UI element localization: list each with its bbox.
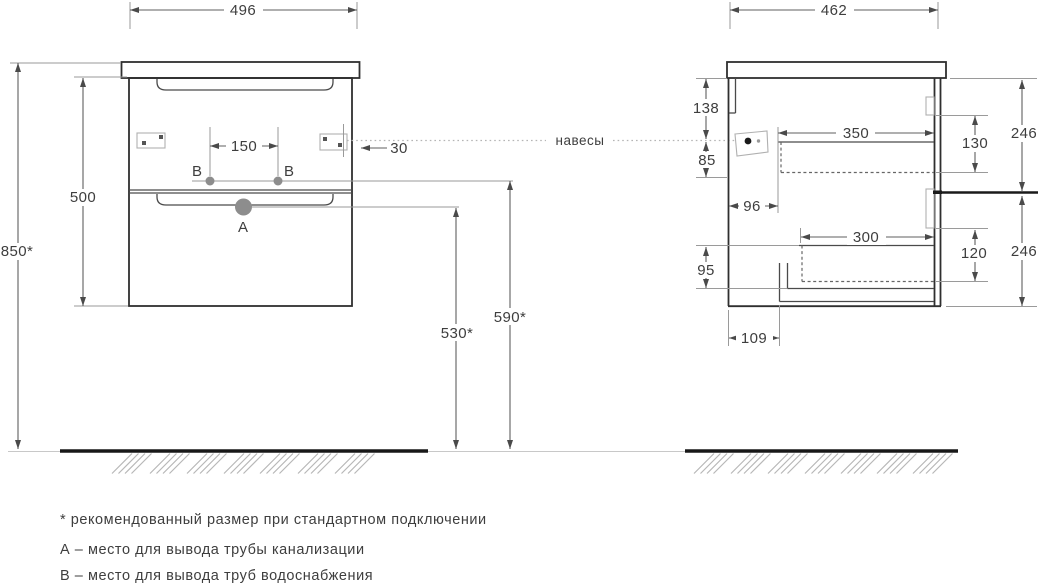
drawer-rail-bottom [926, 189, 934, 228]
ground [8, 451, 958, 474]
cabinet-body-front [129, 78, 352, 306]
hinge-plate-right-icon [320, 134, 347, 150]
dim-pipe-inset-label: 109 [740, 330, 768, 347]
front-cabinet-outline [122, 62, 360, 306]
point-a [235, 199, 252, 216]
dim-drain-height-530 [436, 208, 477, 449]
ground-hatching [112, 454, 953, 474]
countertop-front [122, 62, 360, 78]
dim-body-height-500 [64, 77, 128, 306]
dim-pipe-spacing-150 [210, 127, 278, 176]
hinge-side-icon [735, 131, 768, 156]
legend-note-a: А – место для вывода трубы канализации [60, 542, 365, 558]
hinge-plate-left-icon [137, 133, 165, 148]
dim-front1-height-label: 246 [1010, 125, 1038, 142]
dim-above-pipe-label: 95 [697, 262, 715, 279]
countertop-side [727, 62, 946, 78]
dim-total-height-850 [0, 63, 121, 449]
dim-hinge-from-top-138 [687, 79, 727, 140]
point-a-label: А [237, 219, 249, 236]
drain-pipe [780, 263, 935, 302]
dim-supply-height-590 [489, 181, 531, 449]
dim-drawer1-width-350 [778, 125, 934, 142]
dim-drawer2-width-label: 300 [852, 229, 880, 246]
dim-below-hinge-85 [693, 142, 727, 178]
point-b-right [274, 177, 283, 186]
dim-drawer2-width-300 [801, 228, 935, 246]
dim-depth-462 [730, 2, 938, 29]
dim-front-inset-label: 96 [743, 198, 761, 215]
dim-drain-height-label: 530* [440, 325, 474, 342]
legend [60, 512, 487, 584]
legend-note-recommended: * рекомендованный размер при стандартном подключении [60, 512, 487, 528]
dim-drawer2-height-label: 120 [960, 245, 988, 262]
dim-front2-height-label: 246 [1010, 243, 1038, 260]
dim-hinge-from-top-label: 138 [692, 100, 720, 117]
point-b-left [206, 177, 215, 186]
dim-drawer1-height-label: 130 [961, 135, 989, 152]
dim-hinge-inset-label: 30 [390, 140, 408, 157]
legend-note-b: В – место для вывода труб водоснабжения [60, 568, 374, 584]
panel-joint-mark [933, 191, 942, 195]
dim-width-label: 496 [229, 2, 257, 19]
drawer2-box [799, 246, 934, 282]
drawer-rail-top [926, 97, 934, 115]
drawer1-handle-groove [157, 79, 333, 90]
dim-drawer2-height-120 [936, 229, 993, 282]
side-cabinet-outline [727, 62, 946, 306]
dim-pipe-inset-109 [729, 305, 780, 347]
dim-width-496 [130, 2, 357, 29]
dim-supply-height-label: 590* [493, 309, 527, 326]
dim-depth-label: 462 [820, 2, 848, 19]
hinge-callout-label: навесы [555, 133, 605, 148]
dim-total-height-label: 850* [0, 243, 34, 260]
dim-drawer1-height-130 [936, 116, 994, 173]
dim-drawer1-width-label: 350 [842, 125, 870, 142]
drawer1-box [778, 142, 934, 173]
point-b-right-label: В [283, 163, 295, 180]
side-view [687, 2, 1041, 347]
dim-above-pipe-95 [693, 246, 799, 289]
dim-body-height-label: 500 [69, 189, 97, 206]
front-view [0, 2, 531, 449]
point-b-left-label: В [191, 163, 203, 180]
dim-below-hinge-label: 85 [698, 152, 716, 169]
dim-pipe-spacing-label: 150 [230, 138, 258, 155]
